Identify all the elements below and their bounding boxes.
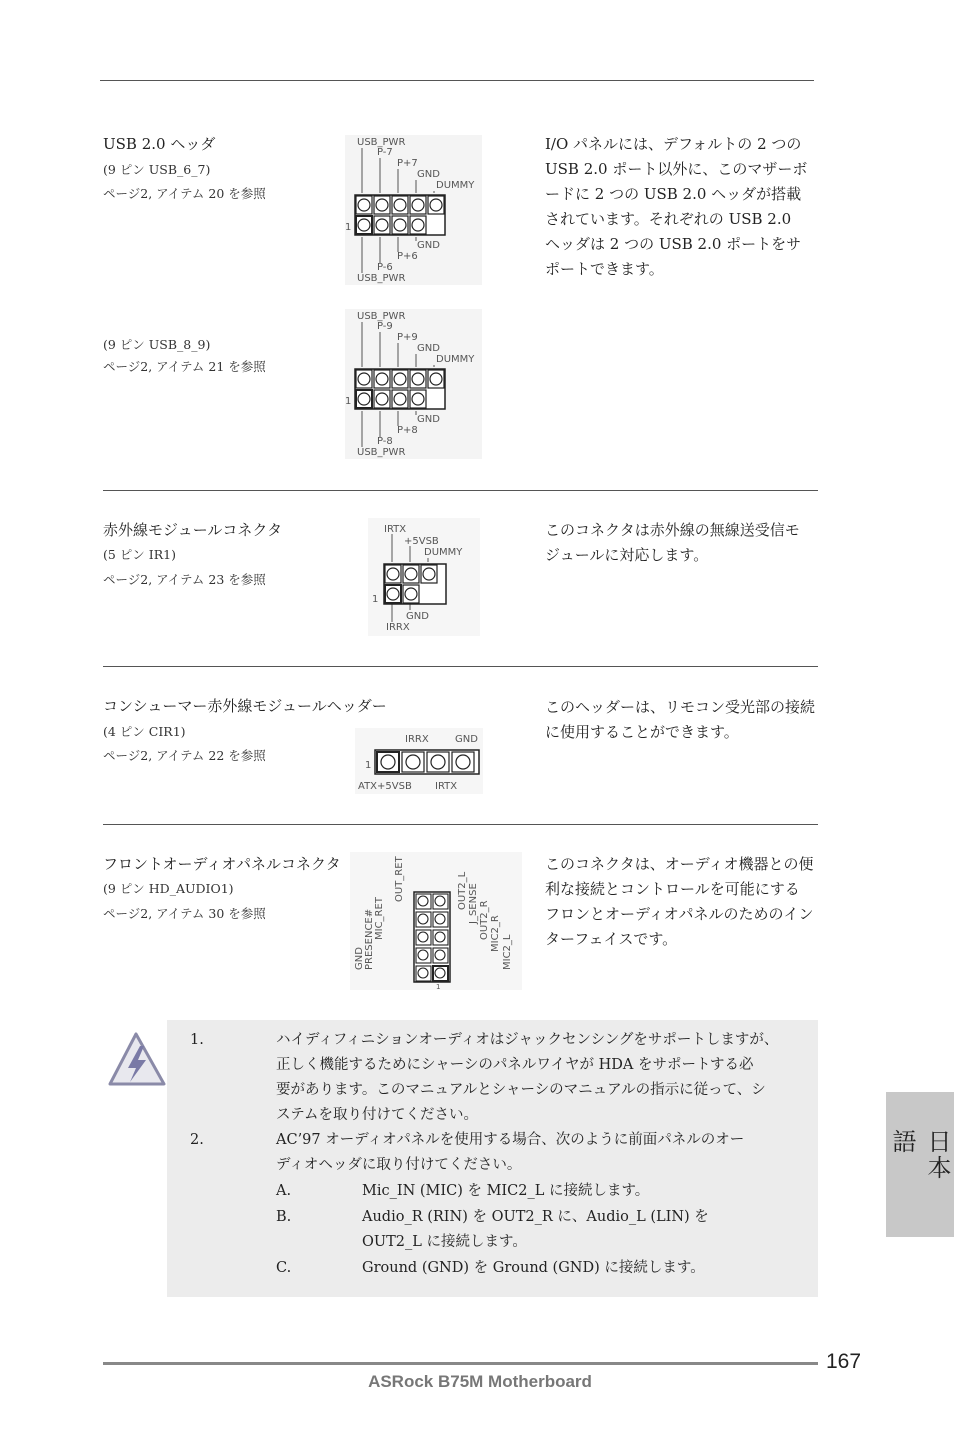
ir-connector-description	[545, 518, 800, 568]
note-line: ステムを取り付けてください。	[276, 1107, 478, 1123]
note-line: 要があります。このマニュアルとシャーシのマニュアルの指示に従って、シ	[276, 1082, 766, 1098]
note-line: AC’97 オーディオパネルを使用する場合、次のように前面パネルのオー	[276, 1132, 745, 1148]
pin1-marker: 1	[345, 396, 352, 407]
note-1-number: 1.	[190, 1032, 204, 1048]
usb-header-sub1: (9 ピン USB_6_7)	[103, 162, 211, 177]
pin-label: IRRX	[405, 734, 429, 745]
pin-label: USB_PWR	[357, 311, 406, 322]
pin-label: OUT2_R	[479, 900, 490, 940]
pin-label: GND	[417, 414, 440, 425]
pin-label: P+9	[397, 332, 418, 343]
note-line: ハイディフィニションオーディオはジャックセンシングをサポートしますが、	[276, 1032, 779, 1048]
language-side-tab	[886, 1092, 954, 1237]
pin-label: J_SENSE	[468, 883, 479, 924]
pin-label: ATX+5VSB	[358, 781, 412, 792]
pin-label: IRTX	[384, 524, 407, 535]
cir-header-sub: (4 ピン CIR1)	[103, 724, 186, 739]
audio-pin-diagram	[350, 852, 522, 990]
desc-line: ポートできます。	[545, 260, 664, 278]
pin-label: IRRX	[386, 622, 410, 633]
pin-label: DUMMY	[436, 180, 475, 191]
pin-label: P-9	[377, 321, 393, 332]
desc-line: ヘッダは 2 つの USB 2.0 ポートをサ	[545, 235, 802, 253]
note-a-text: Mic_IN (MIC) を MIC2_L に接続します。	[362, 1183, 650, 1199]
pin1-marker: 1	[372, 594, 379, 605]
note-2-number: 2.	[190, 1132, 204, 1148]
desc-line: に使用することができます。	[545, 723, 739, 741]
pin-label: P-6	[377, 262, 393, 273]
audio-connector-sub: (9 ピン HD_AUDIO1)	[103, 881, 234, 896]
ir-connector-title: 赤外線モジュールコネクタ	[103, 521, 283, 539]
usb-header-ref2: ページ2, アイテム 21 を参照	[103, 359, 266, 374]
cir-header-title: コンシューマー赤外線モジュールヘッダー	[103, 697, 387, 715]
note-line: ディオヘッダに取り付けてください。	[276, 1157, 522, 1173]
ir-pin-diagram	[368, 518, 480, 636]
desc-line: フロンとオーディオパネルのためのイン	[545, 905, 814, 923]
pin-label: MIC_RET	[374, 897, 385, 940]
footer-title: ASRock B75M Motherboard	[368, 1372, 592, 1391]
pin-label: PRESENCE#	[364, 908, 375, 970]
desc-line: ターフェイスです。	[545, 930, 678, 948]
pin-label: USB_PWR	[357, 137, 406, 148]
pin-label: OUT_RET	[394, 856, 405, 902]
pin-label: MIC2_R	[490, 915, 501, 952]
cir-header-ref: ページ2, アイテム 22 を参照	[103, 748, 266, 763]
footer-rule	[103, 1362, 818, 1365]
usb-8-9-pin-diagram	[345, 309, 482, 459]
language-label: 日本語	[888, 1128, 951, 1181]
note-b-label: B.	[276, 1209, 292, 1225]
pin-label: P-8	[377, 436, 393, 447]
pin-label: GND	[417, 240, 440, 251]
pin-label: P+6	[397, 251, 418, 262]
usb-header-description	[545, 132, 807, 282]
pin1-marker: 1	[365, 760, 372, 771]
section-divider	[103, 824, 818, 825]
usb-header-title: USB 2.0 ヘッダ	[103, 135, 216, 153]
pin-label: P+7	[397, 158, 418, 169]
cir-pin-diagram	[355, 728, 483, 794]
note-b-text: OUT2_L に接続します。	[362, 1234, 527, 1250]
pin-label: GND	[417, 169, 440, 180]
pin-label: GND	[406, 611, 429, 622]
ir-connector-ref: ページ2, アイテム 23 を参照	[103, 572, 266, 587]
usb-6-7-pin-diagram	[345, 135, 482, 285]
warning-icon	[106, 1030, 168, 1088]
desc-line: このコネクタは赤外線の無線送受信モ	[545, 521, 800, 539]
top-rule	[100, 80, 814, 81]
desc-line: されています。それぞれの USB 2.0	[545, 210, 792, 228]
pin-label: +5VSB	[404, 536, 439, 547]
pin1-marker: 1	[436, 983, 441, 990]
pin-label: OUT2_L	[457, 871, 468, 910]
usb-header-sub2: (9 ピン USB_8_9)	[103, 337, 211, 352]
pin-label: GND	[417, 343, 440, 354]
note-c-label: C.	[276, 1260, 292, 1276]
desc-line: ジュールに対応します。	[545, 546, 709, 564]
pin-label: MIC2_L	[502, 934, 513, 970]
ir-connector-sub: (5 ピン IR1)	[103, 547, 176, 562]
note-b-text: Audio_R (RIN) を OUT2_R に、Audio_L (LIN) を	[362, 1209, 709, 1225]
section-divider	[103, 666, 818, 667]
pin-label: P+8	[397, 425, 418, 436]
desc-line: 利な接続とコントロールを可能にする	[545, 880, 800, 898]
pin-label: GND	[455, 734, 478, 745]
desc-line: このヘッダーは、リモコン受光部の接続	[545, 698, 816, 716]
pin-label: GND	[354, 947, 365, 970]
audio-connector-title: フロントオーディオパネルコネクタ	[103, 855, 341, 873]
pin-label: USB_PWR	[357, 273, 406, 284]
usb-header-ref1: ページ2, アイテム 20 を参照	[103, 186, 266, 201]
desc-line: このコネクタは、オーディオ機器との便	[545, 855, 814, 873]
cir-header-description	[545, 695, 815, 745]
pin-label: DUMMY	[424, 547, 463, 558]
audio-connector-description	[545, 852, 814, 952]
note-c-text: Ground (GND) を Ground (GND) に接続します。	[362, 1260, 705, 1276]
pin-label: USB_PWR	[357, 447, 406, 458]
desc-line: USB 2.0 ポート以外に、このマザーボ	[545, 160, 808, 178]
section-divider	[103, 490, 818, 491]
pin-label: DUMMY	[436, 354, 475, 365]
desc-line: I/O パネルには、デフォルトの 2 つの	[545, 135, 802, 153]
pin1-marker: 1	[345, 222, 352, 233]
desc-line: ードに 2 つの USB 2.0 ヘッダが搭載	[545, 185, 802, 203]
page-number: 167	[826, 1350, 862, 1373]
note-a-label: A.	[276, 1183, 292, 1199]
pin-label: IRTX	[435, 781, 458, 792]
pin-label: P-7	[377, 147, 393, 158]
note-line: 正しく機能するためにシャーシのパネルワイヤが HDA をサポートする必	[276, 1057, 754, 1073]
audio-connector-ref: ページ2, アイテム 30 を参照	[103, 906, 266, 921]
